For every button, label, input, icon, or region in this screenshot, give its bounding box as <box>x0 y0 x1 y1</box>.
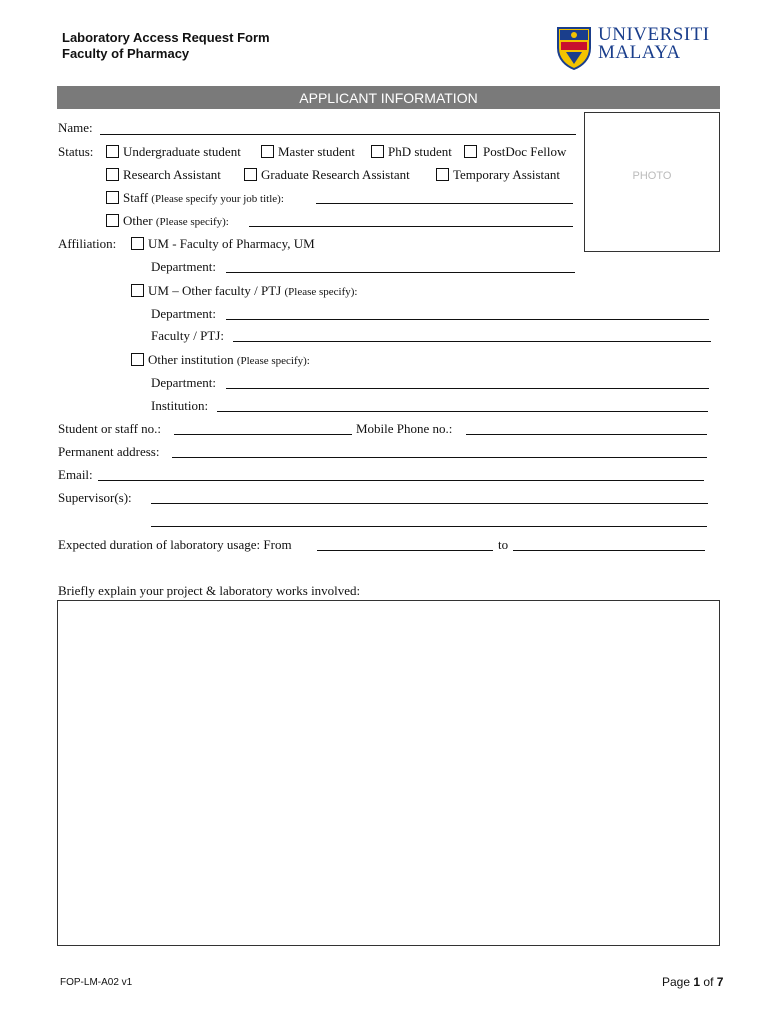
student-staff-no-label: Student or staff no.: <box>58 421 162 436</box>
institution-field[interactable] <box>217 411 708 412</box>
other-status-field[interactable] <box>249 226 573 227</box>
page-of: of <box>703 975 714 989</box>
graduate-research-assistant-label: Graduate Research Assistant <box>261 167 410 182</box>
page-prefix: Page <box>662 975 691 989</box>
temporary-assistant-checkbox[interactable] <box>436 168 449 181</box>
um-other-checkbox[interactable] <box>131 284 144 297</box>
name-label: Name: <box>58 120 93 135</box>
other-status-note: (Please specify): <box>155 216 229 228</box>
um-other-label: UM – Other faculty / PTJ <box>148 283 282 298</box>
affiliation-other-institution-option[interactable] <box>131 352 310 368</box>
staff-job-title-field[interactable] <box>316 203 573 204</box>
mobile-phone-field[interactable] <box>466 434 707 435</box>
um-other-department-label: Department: <box>151 306 216 321</box>
status-other-option[interactable] <box>106 213 229 229</box>
email-field[interactable] <box>98 480 704 481</box>
pharmacy-department-field[interactable] <box>226 272 575 273</box>
status-postdoc-option[interactable] <box>464 144 566 160</box>
project-prompt-label: Briefly explain your project & laboratory works involved: <box>58 583 361 598</box>
supervisors-label: Supervisor(s): <box>58 490 132 505</box>
postdoc-label: PostDoc Fellow <box>483 144 567 159</box>
duration-to-label: to <box>498 537 509 552</box>
other-institution-checkbox[interactable] <box>131 353 144 366</box>
status-undergraduate-option[interactable] <box>106 144 241 160</box>
student-staff-no-field[interactable] <box>174 434 352 435</box>
affiliation-um-other-option[interactable] <box>131 283 357 299</box>
master-label: Master student <box>278 144 355 159</box>
duration-from-label: Expected duration of laboratory usage: From <box>58 537 292 552</box>
postdoc-checkbox[interactable] <box>464 145 477 158</box>
staff-label: Staff <box>123 190 149 205</box>
form-title-line2: Faculty of Pharmacy <box>62 46 190 61</box>
status-phd-option[interactable] <box>371 144 452 160</box>
section-header: APPLICANT INFORMATION <box>57 86 720 109</box>
um-pharmacy-label: UM - Faculty of Pharmacy, UM <box>148 236 315 251</box>
research-assistant-checkbox[interactable] <box>106 168 119 181</box>
mobile-phone-label: Mobile Phone no.: <box>356 421 453 436</box>
um-pharmacy-checkbox[interactable] <box>131 237 144 250</box>
status-staff-option[interactable] <box>106 190 284 206</box>
um-other-department-field[interactable] <box>226 319 709 320</box>
faculty-ptj-label: Faculty / PTJ: <box>151 328 224 343</box>
duration-to-field[interactable] <box>513 550 705 551</box>
graduate-research-assistant-checkbox[interactable] <box>244 168 257 181</box>
supervisor-field-1[interactable] <box>151 503 708 504</box>
other-status-checkbox[interactable] <box>106 214 119 227</box>
page-current: 1 <box>693 975 701 989</box>
logo-text-line2: MALAYA <box>598 42 681 63</box>
permanent-address-field[interactable] <box>172 457 707 458</box>
phd-label: PhD student <box>388 144 452 159</box>
document-code: FOP-LM-A02 v1 <box>60 977 133 988</box>
other-institution-note: (Please specify): <box>236 355 310 367</box>
undergraduate-label: Undergraduate student <box>123 144 241 159</box>
other-institution-department-label: Department: <box>151 375 216 390</box>
logo-text-line1: UNIVERSITI <box>598 24 710 45</box>
faculty-ptj-field[interactable] <box>233 341 711 342</box>
status-master-option[interactable] <box>261 144 355 160</box>
status-graduate-research-assistant-option[interactable] <box>244 167 410 183</box>
other-status-label: Other <box>123 213 153 228</box>
duration-from-field[interactable] <box>317 550 493 551</box>
page-total: 7 <box>716 975 724 989</box>
temporary-assistant-label: Temporary Assistant <box>453 167 561 182</box>
master-checkbox[interactable] <box>261 145 274 158</box>
affiliation-label: Affiliation: <box>58 236 117 251</box>
other-institution-label: Other institution <box>148 352 234 367</box>
pharmacy-department-label: Department: <box>151 259 216 274</box>
status-research-assistant-option[interactable] <box>106 167 221 183</box>
email-label: Email: <box>58 467 93 482</box>
photo-label: PHOTO <box>632 170 672 182</box>
phd-checkbox[interactable] <box>371 145 384 158</box>
crest-icon <box>556 26 592 70</box>
project-description-box[interactable] <box>57 600 720 946</box>
institution-label: Institution: <box>151 398 209 413</box>
other-institution-department-field[interactable] <box>226 388 709 389</box>
form-title <box>62 30 270 62</box>
affiliation-um-pharmacy-option[interactable] <box>131 236 315 252</box>
staff-note: (Please specify your job title): <box>151 193 284 205</box>
form-title-line1: Laboratory Access Request Form <box>62 30 270 45</box>
status-temporary-assistant-option[interactable] <box>436 167 560 183</box>
status-label: Status: <box>58 144 94 159</box>
permanent-address-label: Permanent address: <box>58 444 160 459</box>
staff-checkbox[interactable] <box>106 191 119 204</box>
research-assistant-label: Research Assistant <box>123 167 221 182</box>
um-other-note: (Please specify): <box>284 286 358 298</box>
supervisor-field-2[interactable] <box>151 526 707 527</box>
university-logo <box>556 26 716 70</box>
page-number <box>662 975 723 989</box>
photo-box[interactable] <box>584 112 720 252</box>
undergraduate-checkbox[interactable] <box>106 145 119 158</box>
name-field[interactable] <box>100 134 576 135</box>
